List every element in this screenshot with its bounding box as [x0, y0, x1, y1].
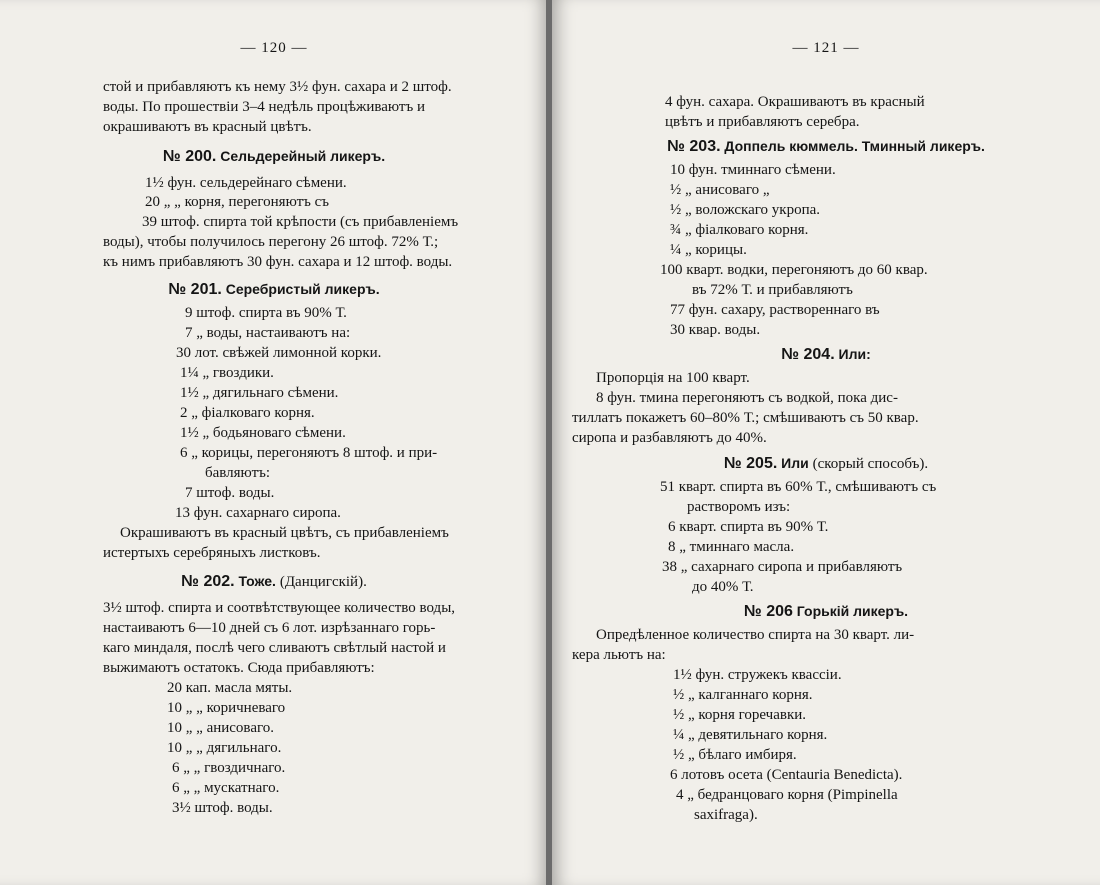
page-number: — 121 — [792, 40, 860, 56]
text-line: 8 фун. тмина перегоняютъ съ водкой, пока дис- [596, 390, 898, 406]
text-line: истертыхъ серебряныхъ листковъ. [103, 545, 321, 561]
text-line: 1½ фун. сельдерейнаго сѣмени. [145, 175, 347, 191]
recipe-heading-203 [552, 136, 1100, 157]
text-line: 1¼ „ гвоздики. [180, 365, 274, 381]
text-line: 1½ „ бодьяноваго сѣмени. [180, 425, 346, 441]
text-line: тиллатъ покажетъ 60–80% Т.; смѣшиваютъ съ 50 квар. [572, 410, 919, 426]
recipe-number: № 204. [781, 346, 835, 363]
recipe-number: № 203. [667, 138, 721, 155]
recipe-subtitle: (Данцигскій). [279, 574, 367, 590]
recipe-title: Доппель кюммель. Тминный ликеръ. [724, 138, 985, 154]
text-line: цвѣтъ и прибавляютъ серебра. [665, 114, 860, 130]
text-line: 3½ штоф. спирта и соотвѣтствующее количество воды, [103, 600, 456, 616]
text-line: 7 „ воды, настаиваютъ на: [185, 325, 351, 341]
recipe-subtitle: (скорый способъ). [812, 456, 929, 472]
text-line: стой и прибавляютъ къ нему 3½ фун. сахара и 2 штоф. [103, 79, 452, 95]
text-line: сиропа и разбавляютъ до 40%. [572, 430, 767, 446]
recipe-number: № 205. [723, 455, 778, 472]
text-line: 10 фун. тминнаго сѣмени. [670, 162, 836, 178]
text-line: до 40% Т. [692, 579, 754, 595]
text-line: 6 „ „ гвоздичнаго. [172, 760, 286, 776]
text-line: ¾ „ фіалковаго корня. [670, 222, 809, 238]
text-line: 38 „ сахарнаго сиропа и прибавляютъ [662, 559, 903, 575]
page-number: — 120 — [240, 40, 308, 56]
text-line: 13 фун. сахарнаго сиропа. [175, 505, 341, 521]
text-line: 100 кварт. водки, перегоняютъ до 60 квар. [660, 262, 928, 278]
right-page [552, 0, 1100, 885]
text-line: 77 фун. сахару, раствореннаго въ [670, 302, 880, 318]
text-line: кера льютъ на: [572, 647, 666, 663]
recipe-heading-200 [0, 146, 548, 167]
text-line: растворомъ изъ: [687, 499, 791, 515]
text-line: воды. По прошествіи 3–4 недѣль процѣживаютъ и [103, 99, 426, 115]
text-line: Пропорція на 100 кварт. [596, 370, 750, 386]
text-line: бавляютъ: [205, 465, 271, 481]
text-line: 3½ штоф. воды. [172, 800, 273, 816]
text-line: 30 лот. свѣжей лимонной корки. [176, 345, 382, 361]
recipe-number: № 201. [168, 281, 222, 298]
recipe-title: Тоже. [238, 573, 276, 589]
text-line: 7 штоф. воды. [185, 485, 275, 501]
text-line: 1½ „ дягильнаго сѣмени. [180, 385, 339, 401]
text-line: 6 „ корицы, перегоняютъ 8 штоф. и при- [180, 445, 438, 461]
recipe-title: Серебристый ликеръ. [225, 281, 380, 297]
text-line: 6 лотовъ осета (Centauria Benedicta). [670, 767, 903, 783]
recipe-number: № 200. [162, 148, 217, 165]
text-line: ½ „ корня горечавки. [673, 707, 807, 723]
recipe-heading-204 [552, 344, 1100, 365]
text-line: 39 штоф. спирта той крѣпости (съ прибавленіемъ [142, 214, 459, 230]
text-line: ½ „ калганнаго корня. [673, 687, 813, 703]
text-line: 10 „ „ дягильнаго. [167, 740, 282, 756]
text-line: окрашиваютъ въ красный цвѣтъ. [103, 119, 312, 135]
text-line: 6 кварт. спирта въ 90% Т. [668, 519, 829, 535]
left-page [0, 0, 548, 885]
text-line: Опредѣленное количество спирта на 30 кварт. ли- [596, 627, 915, 643]
recipe-title: Горькій ликеръ. [796, 603, 909, 619]
recipe-title: Или [781, 455, 809, 471]
text-line: 6 „ „ мускатнаго. [172, 780, 280, 796]
text-line: въ 72% Т. и прибавляютъ [692, 282, 853, 298]
text-line: 20 „ „ корня, перегоняютъ съ [145, 194, 330, 210]
text-line: ½ „ анисоваго „ [670, 182, 770, 198]
text-line: 30 квар. воды. [670, 322, 761, 338]
text-line: 10 „ „ коричневаго [167, 700, 286, 716]
text-line: 10 „ „ анисоваго. [167, 720, 275, 736]
text-line: Окрашиваютъ въ красный цвѣтъ, съ прибавленіемъ [120, 525, 449, 541]
text-line: выжимаютъ остатокъ. Сюда прибавляютъ: [103, 660, 375, 676]
recipe-title: Сельдерейный ликеръ. [220, 148, 386, 164]
recipe-number: № 202. [181, 573, 235, 590]
recipe-heading-202 [0, 571, 548, 592]
text-line: ½ „ воложскаго укропа. [670, 202, 821, 218]
text-line: saxifraga). [694, 807, 758, 823]
text-line: 20 кап. масла мяты. [167, 680, 293, 696]
recipe-heading-205 [552, 453, 1100, 474]
text-line: 51 кварт. спирта въ 60% Т., смѣшиваютъ съ [660, 479, 937, 495]
text-line: ¼ „ девятильнаго корня. [673, 727, 828, 743]
text-line: къ нимъ прибавляютъ 30 фун. сахара и 12 штоф. воды. [103, 254, 453, 270]
recipe-number: № 206 [743, 603, 793, 620]
text-line: 4 фун. сахара. Окрашиваютъ въ красный [665, 94, 925, 110]
text-line: 2 „ фіалковаго корня. [180, 405, 315, 421]
text-line: 1½ фун. стружекъ квассіи. [673, 667, 842, 683]
recipe-heading-201 [0, 279, 548, 300]
text-line: ½ „ бѣлаго имбиря. [673, 747, 797, 763]
text-line: воды), чтобы получилось перегону 26 штоф. 72% Т.; [103, 234, 439, 250]
recipe-heading-206 [552, 601, 1100, 622]
text-line: 4 „ бедранцоваго корня (Pimpinella [676, 787, 898, 803]
text-line: ¼ „ корицы. [670, 242, 747, 258]
recipe-title: Или: [838, 346, 871, 362]
text-line: 8 „ тминнаго масла. [668, 539, 795, 555]
text-line: каго миндаля, послѣ чего сливаютъ свѣтлый настой и [103, 640, 446, 656]
text-line: 9 штоф. спирта въ 90% Т. [185, 305, 347, 321]
text-line: настаиваютъ 6—10 дней съ 6 лот. изрѣзаннаго горь- [103, 620, 436, 636]
